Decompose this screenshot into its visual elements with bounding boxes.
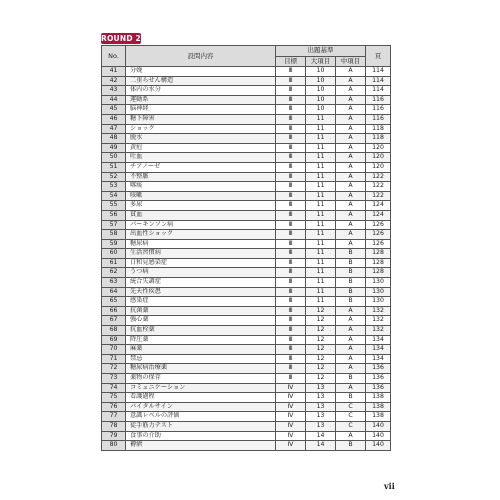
table-row	[102, 105, 391, 115]
cell-no: 50	[102, 153, 126, 163]
cell-major: 12	[306, 306, 336, 316]
table-row	[102, 124, 391, 134]
cell-goal: Ⅲ	[276, 230, 306, 240]
cell-major: 12	[306, 345, 336, 355]
cell-goal: Ⅲ	[276, 316, 306, 326]
cell-no: 48	[102, 134, 126, 144]
cell-middle: A	[336, 354, 366, 364]
table-row	[102, 278, 391, 288]
cell-goal: Ⅲ	[276, 239, 306, 249]
table-row	[102, 383, 391, 393]
cell-middle: A	[336, 182, 366, 192]
table-row	[102, 67, 391, 77]
cell-major: 13	[306, 393, 336, 403]
cell-middle: A	[336, 114, 366, 124]
cell-major: 12	[306, 354, 336, 364]
cell-goal: Ⅲ	[276, 210, 306, 220]
cell-goal: Ⅲ	[276, 153, 306, 163]
cell-topic: 喀痰	[126, 182, 276, 192]
table-row	[102, 431, 391, 441]
cell-major: 10	[306, 95, 336, 105]
cell-middle: A	[336, 316, 366, 326]
cell-no: 43	[102, 86, 126, 96]
cell-no: 68	[102, 326, 126, 336]
table-row	[102, 191, 391, 201]
cell-no: 62	[102, 268, 126, 278]
cell-no: 57	[102, 220, 126, 230]
cell-middle: A	[336, 191, 366, 201]
table-row	[102, 114, 391, 124]
cell-page: 132	[366, 306, 391, 316]
cell-topic: 黄疸	[126, 143, 276, 153]
cell-middle: A	[336, 210, 366, 220]
header-major: 大項目	[306, 56, 336, 67]
table-row	[102, 220, 391, 230]
cell-goal: Ⅲ	[276, 364, 306, 374]
table-row	[102, 326, 391, 336]
table-row	[102, 345, 391, 355]
cell-goal: Ⅲ	[276, 249, 306, 259]
cell-topic: 徒手筋力テスト	[126, 421, 276, 431]
cell-topic: 吐血	[126, 153, 276, 163]
cell-no: 70	[102, 345, 126, 355]
cell-topic: 咳嗽	[126, 191, 276, 201]
cell-middle: A	[336, 230, 366, 240]
cell-page: 116	[366, 114, 391, 124]
cell-goal: Ⅳ	[276, 412, 306, 422]
cell-middle: A	[336, 143, 366, 153]
cell-goal: Ⅳ	[276, 402, 306, 412]
cell-middle: A	[336, 134, 366, 144]
table-row	[102, 393, 391, 403]
cell-middle: A	[336, 431, 366, 441]
header-topic: 設問内容	[126, 46, 276, 67]
cell-topic: 日和見感染症	[126, 258, 276, 268]
cell-goal: Ⅲ	[276, 306, 306, 316]
cell-topic: 分娩	[126, 67, 276, 77]
table-row	[102, 316, 391, 326]
cell-no: 42	[102, 76, 126, 86]
cell-topic: 出血性ショック	[126, 230, 276, 240]
cell-no: 44	[102, 95, 126, 105]
cell-middle: A	[336, 220, 366, 230]
header-criteria: 出題基準	[276, 46, 366, 57]
table-row	[102, 297, 391, 307]
cell-major: 11	[306, 297, 336, 307]
cell-page: 128	[366, 258, 391, 268]
cell-page: 138	[366, 402, 391, 412]
cell-major: 13	[306, 412, 336, 422]
cell-major: 13	[306, 383, 336, 393]
cell-no: 59	[102, 239, 126, 249]
cell-major: 13	[306, 402, 336, 412]
cell-goal: Ⅲ	[276, 220, 306, 230]
table-row	[102, 412, 391, 422]
cell-middle: B	[336, 297, 366, 307]
table-row	[102, 230, 391, 240]
cell-page: 136	[366, 364, 391, 374]
cell-no: 76	[102, 402, 126, 412]
cell-topic: 運動系	[126, 95, 276, 105]
cell-middle: A	[336, 172, 366, 182]
cell-middle: A	[336, 326, 366, 336]
cell-major: 11	[306, 220, 336, 230]
cell-page: 114	[366, 86, 391, 96]
header-middle: 中項目	[336, 56, 366, 67]
cell-goal: Ⅲ	[276, 335, 306, 345]
cell-goal: Ⅲ	[276, 191, 306, 201]
cell-goal: Ⅲ	[276, 172, 306, 182]
cell-goal: Ⅳ	[276, 421, 306, 431]
cell-goal: Ⅲ	[276, 105, 306, 115]
cell-goal: Ⅲ	[276, 268, 306, 278]
cell-page: 122	[366, 191, 391, 201]
cell-page: 118	[366, 134, 391, 144]
cell-middle: B	[336, 278, 366, 288]
cell-no: 69	[102, 335, 126, 345]
cell-major: 11	[306, 191, 336, 201]
cell-major: 11	[306, 287, 336, 297]
cell-goal: Ⅲ	[276, 287, 306, 297]
table-row	[102, 441, 391, 451]
cell-goal: Ⅲ	[276, 278, 306, 288]
cell-major: 12	[306, 364, 336, 374]
cell-no: 41	[102, 67, 126, 77]
cell-goal: Ⅲ	[276, 201, 306, 211]
cell-middle: A	[336, 105, 366, 115]
cell-topic: 生活習慣病	[126, 249, 276, 259]
cell-topic: 禁忌	[126, 354, 276, 364]
cell-major: 11	[306, 249, 336, 259]
cell-page: 116	[366, 105, 391, 115]
cell-no: 63	[102, 278, 126, 288]
cell-page: 116	[366, 95, 391, 105]
cell-no: 55	[102, 201, 126, 211]
cell-goal: Ⅲ	[276, 134, 306, 144]
cell-middle: A	[336, 345, 366, 355]
cell-no: 54	[102, 191, 126, 201]
cell-no: 46	[102, 114, 126, 124]
cell-major: 14	[306, 431, 336, 441]
cell-page: 114	[366, 67, 391, 77]
cell-no: 79	[102, 431, 126, 441]
table-row	[102, 306, 391, 316]
cell-topic: 褥瘡	[126, 441, 276, 451]
cell-goal: Ⅳ	[276, 393, 306, 403]
cell-goal: Ⅲ	[276, 67, 306, 77]
cell-middle: B	[336, 268, 366, 278]
cell-topic: 糖尿病治療薬	[126, 364, 276, 374]
cell-major: 11	[306, 230, 336, 240]
cell-topic: コミュニケーション	[126, 383, 276, 393]
cell-middle: A	[336, 239, 366, 249]
cell-topic: 抗血栓薬	[126, 326, 276, 336]
cell-goal: Ⅲ	[276, 86, 306, 96]
cell-no: 60	[102, 249, 126, 259]
table-body	[102, 67, 391, 451]
cell-goal: Ⅲ	[276, 162, 306, 172]
cell-goal: Ⅲ	[276, 76, 306, 86]
cell-topic: 多尿	[126, 201, 276, 211]
cell-page: 134	[366, 335, 391, 345]
table-row	[102, 364, 391, 374]
cell-no: 66	[102, 306, 126, 316]
cell-page: 118	[366, 124, 391, 134]
cell-no: 52	[102, 172, 126, 182]
table-row	[102, 182, 391, 192]
table-row	[102, 249, 391, 259]
cell-middle: A	[336, 153, 366, 163]
cell-page: 126	[366, 220, 391, 230]
cell-goal: Ⅲ	[276, 143, 306, 153]
cell-topic: 強心薬	[126, 316, 276, 326]
cell-no: 51	[102, 162, 126, 172]
question-table	[101, 45, 391, 451]
cell-goal: Ⅳ	[276, 431, 306, 441]
cell-major: 11	[306, 134, 336, 144]
cell-topic: 脳神経	[126, 105, 276, 115]
cell-topic: 抗菌薬	[126, 306, 276, 316]
cell-page: 134	[366, 345, 391, 355]
cell-no: 65	[102, 297, 126, 307]
cell-topic: 降圧薬	[126, 335, 276, 345]
cell-goal: Ⅳ	[276, 383, 306, 393]
table-row	[102, 402, 391, 412]
cell-middle: A	[336, 162, 366, 172]
cell-middle: C	[336, 402, 366, 412]
cell-goal: Ⅲ	[276, 374, 306, 384]
table-row	[102, 162, 391, 172]
cell-middle: B	[336, 393, 366, 403]
cell-no: 74	[102, 383, 126, 393]
cell-topic: 麻薬	[126, 345, 276, 355]
cell-middle: A	[336, 67, 366, 77]
cell-middle: C	[336, 412, 366, 422]
cell-middle: B	[336, 441, 366, 451]
cell-no: 78	[102, 421, 126, 431]
cell-no: 67	[102, 316, 126, 326]
cell-no: 71	[102, 354, 126, 364]
cell-page: 120	[366, 143, 391, 153]
cell-no: 47	[102, 124, 126, 134]
cell-page: 126	[366, 230, 391, 240]
cell-middle: A	[336, 335, 366, 345]
cell-topic: パーキンソン病	[126, 220, 276, 230]
cell-no: 72	[102, 364, 126, 374]
cell-topic: ショック	[126, 124, 276, 134]
cell-goal: Ⅲ	[276, 95, 306, 105]
cell-topic: 意識レベルの評価	[126, 412, 276, 422]
cell-no: 73	[102, 374, 126, 384]
cell-page: 124	[366, 201, 391, 211]
cell-page: 130	[366, 287, 391, 297]
table-row	[102, 210, 391, 220]
table-row	[102, 86, 391, 96]
cell-topic: 二重らせん構造	[126, 76, 276, 86]
header-goal: 目標	[276, 56, 306, 67]
cell-major: 11	[306, 114, 336, 124]
cell-goal: Ⅲ	[276, 258, 306, 268]
cell-page: 138	[366, 412, 391, 422]
cell-page: 140	[366, 421, 391, 431]
round-badge: ROUND 2	[101, 34, 141, 43]
cell-middle: A	[336, 95, 366, 105]
cell-goal: Ⅲ	[276, 114, 306, 124]
cell-major: 10	[306, 67, 336, 77]
cell-page: 122	[366, 182, 391, 192]
cell-major: 12	[306, 335, 336, 345]
cell-page: 134	[366, 354, 391, 364]
table-row	[102, 172, 391, 182]
header-page: 頁	[366, 46, 391, 67]
cell-page: 136	[366, 383, 391, 393]
cell-major: 11	[306, 268, 336, 278]
table-row	[102, 374, 391, 384]
cell-major: 14	[306, 441, 336, 451]
cell-page: 122	[366, 172, 391, 182]
cell-page: 140	[366, 441, 391, 451]
cell-middle: A	[336, 364, 366, 374]
cell-topic: バイタルサイン	[126, 402, 276, 412]
table-row	[102, 354, 391, 364]
cell-major: 11	[306, 258, 336, 268]
cell-major: 10	[306, 76, 336, 86]
cell-major: 11	[306, 210, 336, 220]
cell-middle: B	[336, 249, 366, 259]
table-row	[102, 153, 391, 163]
cell-major: 11	[306, 278, 336, 288]
cell-topic: 貧血	[126, 210, 276, 220]
cell-major: 11	[306, 172, 336, 182]
cell-major: 12	[306, 326, 336, 336]
cell-middle: B	[336, 258, 366, 268]
cell-page: 130	[366, 278, 391, 288]
cell-major: 10	[306, 86, 336, 96]
cell-middle: C	[336, 421, 366, 431]
cell-page: 124	[366, 210, 391, 220]
cell-topic: 看護過程	[126, 393, 276, 403]
cell-page: 132	[366, 326, 391, 336]
cell-middle: A	[336, 383, 366, 393]
cell-page: 114	[366, 76, 391, 86]
cell-topic: 感染症	[126, 297, 276, 307]
header-no: No.	[102, 46, 126, 67]
table-row	[102, 287, 391, 297]
cell-topic: 体内の水分	[126, 86, 276, 96]
cell-major: 10	[306, 105, 336, 115]
cell-no: 45	[102, 105, 126, 115]
cell-goal: Ⅲ	[276, 345, 306, 355]
cell-page: 132	[366, 316, 391, 326]
cell-no: 61	[102, 258, 126, 268]
cell-page: 120	[366, 162, 391, 172]
cell-middle: A	[336, 201, 366, 211]
cell-topic: うつ病	[126, 268, 276, 278]
cell-middle: A	[336, 306, 366, 316]
cell-topic: 薬物の保存	[126, 374, 276, 384]
cell-no: 77	[102, 412, 126, 422]
cell-major: 11	[306, 182, 336, 192]
cell-major: 11	[306, 239, 336, 249]
cell-major: 11	[306, 162, 336, 172]
cell-goal: Ⅳ	[276, 441, 306, 451]
cell-no: 56	[102, 210, 126, 220]
cell-major: 11	[306, 143, 336, 153]
cell-page: 130	[366, 297, 391, 307]
table-row	[102, 258, 391, 268]
cell-topic: 先天性疾患	[126, 287, 276, 297]
cell-no: 53	[102, 182, 126, 192]
cell-page: 138	[366, 393, 391, 403]
cell-major: 11	[306, 201, 336, 211]
cell-topic: 統合失調症	[126, 278, 276, 288]
cell-middle: B	[336, 287, 366, 297]
cell-no: 80	[102, 441, 126, 451]
cell-goal: Ⅲ	[276, 182, 306, 192]
page-number: vii	[384, 481, 395, 491]
cell-middle: B	[336, 374, 366, 384]
table-row	[102, 335, 391, 345]
cell-no: 49	[102, 143, 126, 153]
table-row	[102, 268, 391, 278]
cell-goal: Ⅲ	[276, 326, 306, 336]
cell-page: 120	[366, 153, 391, 163]
cell-page: 128	[366, 268, 391, 278]
cell-middle: A	[336, 124, 366, 134]
cell-topic: 食事の介助	[126, 431, 276, 441]
cell-no: 64	[102, 287, 126, 297]
cell-goal: Ⅲ	[276, 354, 306, 364]
cell-topic: 不整脈	[126, 172, 276, 182]
cell-topic: 糖下障害	[126, 114, 276, 124]
cell-topic: 脱水	[126, 134, 276, 144]
cell-middle: A	[336, 76, 366, 86]
cell-page: 128	[366, 249, 391, 259]
cell-goal: Ⅲ	[276, 124, 306, 134]
table-row	[102, 143, 391, 153]
cell-topic: 糖尿病	[126, 239, 276, 249]
cell-major: 12	[306, 316, 336, 326]
cell-no: 75	[102, 393, 126, 403]
cell-major: 11	[306, 153, 336, 163]
cell-goal: Ⅲ	[276, 297, 306, 307]
cell-major: 12	[306, 374, 336, 384]
cell-middle: A	[336, 86, 366, 96]
table-row	[102, 239, 391, 249]
cell-page: 136	[366, 374, 391, 384]
table-header	[102, 46, 391, 67]
cell-no: 58	[102, 230, 126, 240]
table-row	[102, 134, 391, 144]
table-row	[102, 421, 391, 431]
cell-topic: チアノーゼ	[126, 162, 276, 172]
table-row	[102, 76, 391, 86]
cell-major: 11	[306, 124, 336, 134]
table-row	[102, 95, 391, 105]
table-row	[102, 201, 391, 211]
cell-page: 140	[366, 431, 391, 441]
cell-page: 126	[366, 239, 391, 249]
cell-major: 13	[306, 421, 336, 431]
